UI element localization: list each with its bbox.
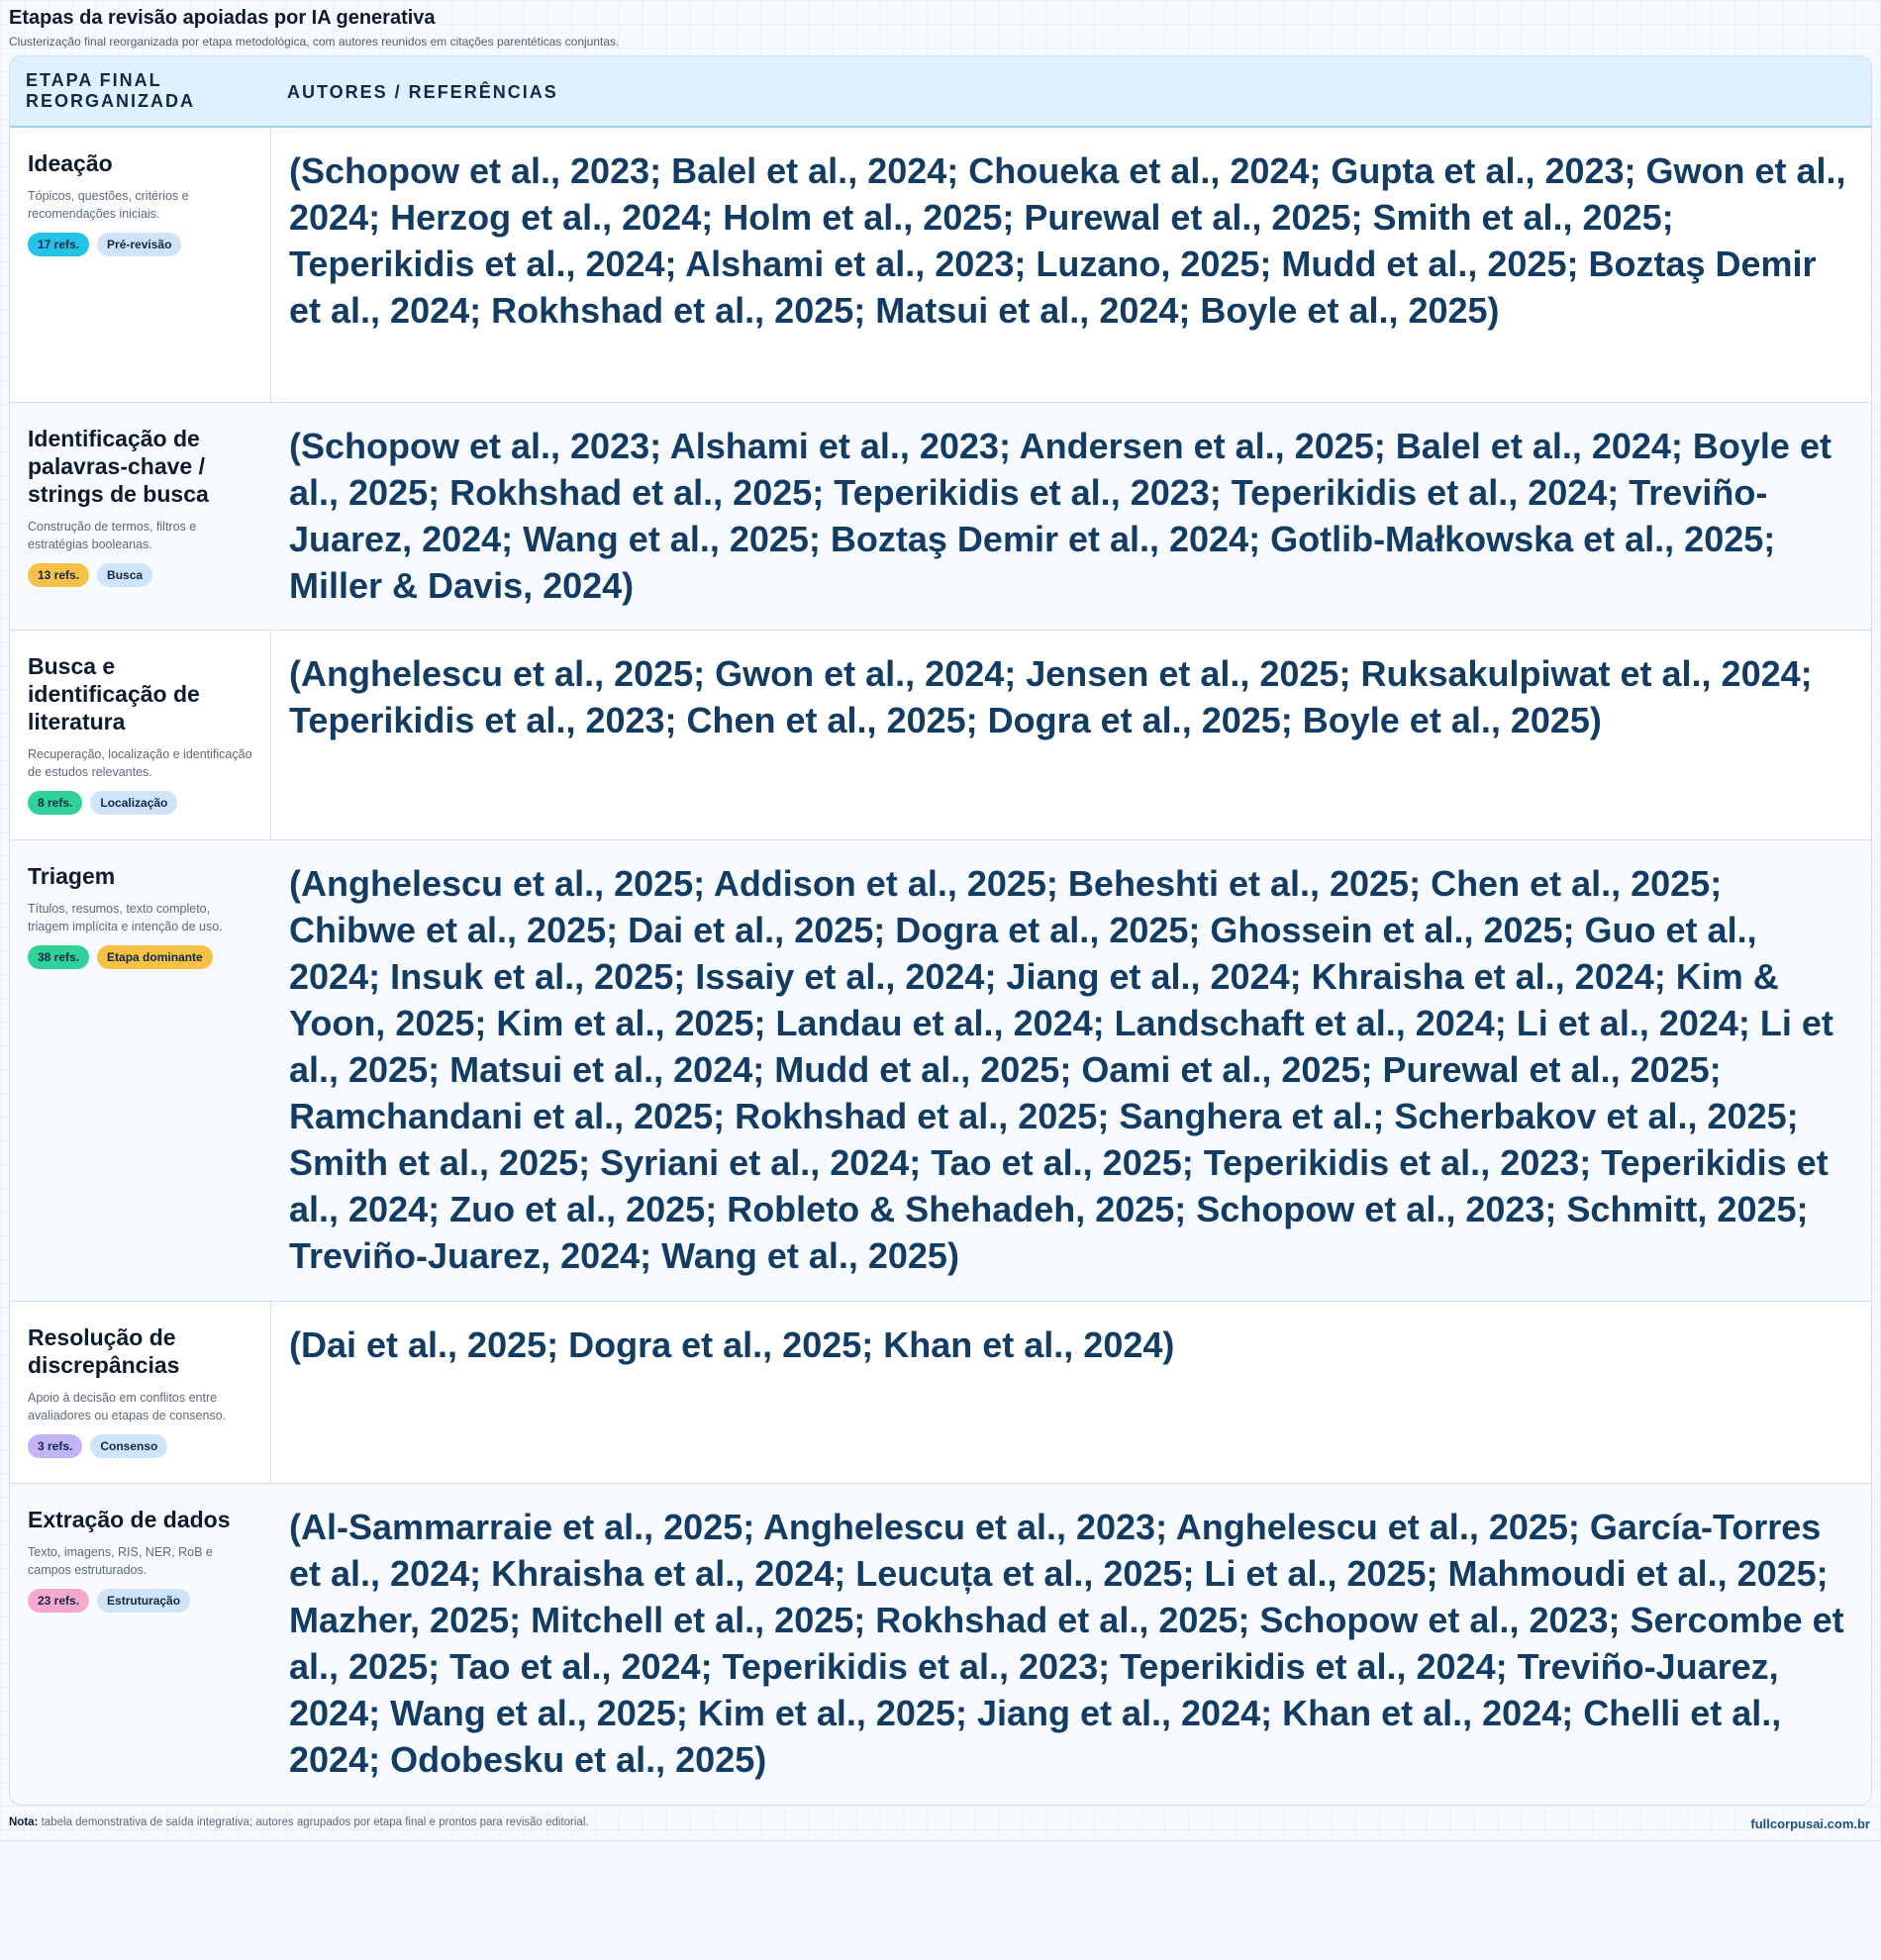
stage-name: Busca e identificação de literatura bbox=[28, 653, 200, 735]
footnote-text: tabela demonstrativa de saída integrativa; autores agrupados por etapa final e prontos para revisão editorial. bbox=[41, 1816, 589, 1828]
ref-count-badge: 38 refs. bbox=[28, 945, 89, 969]
authors-cell: (Al-Sammarraie et al., 2025; Anghelescu et al., 2023; Anghelescu et al., 2025; García-Torres et al., 2024; Khraisha et al., 2024; Leucuța et al., 2025; Li et al., 2025; Mahmoudi et al., 2025; Mazher, 2025; Mitchell et al., 2025; Rokhshad et al., 2025; Schopow et al., 2023; Sercombe et al., 2025; Tao et al., 2024; Teperikidis et al., 2023; Teperikidis et al., 2024; Treviño-Juarez, 2024; Wang et al., 2025; Kim et al., 2025; Jiang et al., 2024; Khan et al., 2024; Chelli et al., 2024; Odobesku et al., 2025) bbox=[289, 1507, 1844, 1780]
table-row-discrepancias bbox=[10, 1302, 1871, 1484]
column-header-authors: AUTORES / REFERÊNCIAS bbox=[287, 82, 558, 102]
table-row-busca bbox=[10, 631, 1871, 840]
page-title: Etapas da revisão apoiadas por IA generativa bbox=[9, 7, 436, 29]
stage-description: Apoio à decisão em conflitos entre avaliadores ou etapas de consenso. bbox=[28, 1391, 227, 1422]
stage-tag-badge: Estruturação bbox=[97, 1589, 190, 1613]
stage-description: Tópicos, questões, critérios e recomendações iniciais. bbox=[28, 189, 189, 221]
stage-name: Extração de dados bbox=[28, 1507, 231, 1532]
ref-count-badge: 17 refs. bbox=[28, 233, 89, 256]
authors-cell: (Schopow et al., 2023; Alshami et al., 2023; Andersen et al., 2025; Balel et al., 2024; Boyle et al., 2025; Rokhshad et al., 2025; Teperikidis et al., 2023; Teperikidis et al., 2024; Treviño-Juarez, 2024; Wang et al., 2025; Boztaş Demir et al., 2024; Gotlib-Małkowska et al., 2025; Miller & Davis, 2024) bbox=[289, 426, 1832, 606]
stage-cell bbox=[28, 425, 253, 587]
table-row-triagem bbox=[10, 840, 1871, 1302]
stage-cell bbox=[28, 1323, 253, 1458]
stage-name: Ideação bbox=[28, 150, 113, 176]
authors-cell: (Anghelescu et al., 2025; Addison et al., 2025; Beheshti et al., 2025; Chen et al., 2025; Chibwe et al., 2025; Dai et al., 2025; Dogra et al., 2025; Ghossein et al., 2025; Guo et al., 2024; Insuk et al., 2025; Issaiy et al., 2024; Jiang et al., 2024; Khraisha et al., 2024; Kim & Yoon, 2025; Kim et al., 2025; Landau et al., 2024; Landschaft et al., 2024; Li et al., 2024; Li et al., 2025; Matsui et al., 2024; Mudd et al., 2025; Oami et al., 2025; Purewal et al., 2025; Ramchandani et al., 2025; Rokhshad et al., 2025; Sanghera et al.; Scherbakov et al., 2025; Smith et al., 2025; Syriani et al., 2024; Tao et al., 2025; Teperikidis et al., 2023; Teperikidis et al., 2024; Zuo et al., 2025; Robleto & Shehadeh, 2025; Schopow et al., 2023; Schmitt, 2025; Treviño-Juarez, 2024; Wang et al., 2025) bbox=[289, 863, 1833, 1276]
ref-count-badge: 13 refs. bbox=[28, 563, 89, 587]
column-header-stage: ETAPA FINAL REORGANIZADA bbox=[26, 70, 195, 111]
ref-count-badge: 8 refs. bbox=[28, 791, 82, 815]
stage-name: Triagem bbox=[28, 863, 116, 889]
stage-name: Identificação de palavras-chave / strings de busca bbox=[28, 426, 209, 507]
authors-cell: (Dai et al., 2025; Dogra et al., 2025; Khan et al., 2024) bbox=[289, 1324, 1175, 1365]
stage-description: Texto, imagens, RIS, NER, RoB e campos estruturados. bbox=[28, 1545, 213, 1577]
page-subtitle: Clusterização final reorganizada por etapa metodológica, com autores reunidos em citações parentéticas conjuntas. bbox=[9, 35, 620, 49]
stage-tag-badge: Etapa dominante bbox=[97, 945, 213, 969]
stage-tag-badge: Pré-revisão bbox=[97, 233, 181, 256]
stage-cell bbox=[28, 652, 253, 815]
table-row-ideacao bbox=[10, 128, 1871, 403]
stage-cell bbox=[28, 862, 253, 969]
table-header bbox=[10, 56, 1871, 128]
footnote bbox=[9, 1816, 589, 1828]
stage-name: Resolução de discrepâncias bbox=[28, 1324, 180, 1378]
stage-tag-badge: Localização bbox=[90, 791, 177, 815]
table-row-palavras-chave bbox=[10, 403, 1871, 631]
stage-cell bbox=[28, 149, 253, 256]
table-row-extracao bbox=[10, 1484, 1871, 1806]
footnote-label: Nota: bbox=[9, 1816, 39, 1828]
ref-count-badge: 3 refs. bbox=[28, 1434, 82, 1458]
stages-table bbox=[9, 55, 1872, 1806]
authors-cell: (Anghelescu et al., 2025; Gwon et al., 2024; Jensen et al., 2025; Ruksakulpiwat et al., 2024; Teperikidis et al., 2023; Chen et al., 2025; Dogra et al., 2025; Boyle et al., 2025) bbox=[289, 653, 1813, 740]
authors-cell: (Schopow et al., 2023; Balel et al., 2024; Choueka et al., 2024; Gupta et al., 2023; Gwon et al., 2024; Herzog et al., 2024; Holm et al., 2025; Purewal et al., 2025; Smith et al., 2025; Teperikidis et al., 2024; Alshami et al., 2023; Luzano, 2025; Mudd et al., 2025; Boztaş Demir et al., 2024; Rokhshad et al., 2025; Matsui et al., 2024; Boyle et al., 2025) bbox=[289, 150, 1846, 331]
stage-description: Construção de termos, filtros e estratégias booleanas. bbox=[28, 520, 197, 551]
stage-cell bbox=[28, 1506, 253, 1613]
stage-tag-badge: Busca bbox=[97, 563, 152, 587]
stage-description: Títulos, resumos, texto completo, triagem implícita e intenção de uso. bbox=[28, 902, 223, 933]
stage-description: Recuperação, localização e identificação de estudos relevantes. bbox=[28, 747, 252, 779]
brand-link[interactable]: fullcorpusai.com.br bbox=[1750, 1816, 1870, 1831]
ref-count-badge: 23 refs. bbox=[28, 1589, 89, 1613]
stage-tag-badge: Consenso bbox=[90, 1434, 167, 1458]
